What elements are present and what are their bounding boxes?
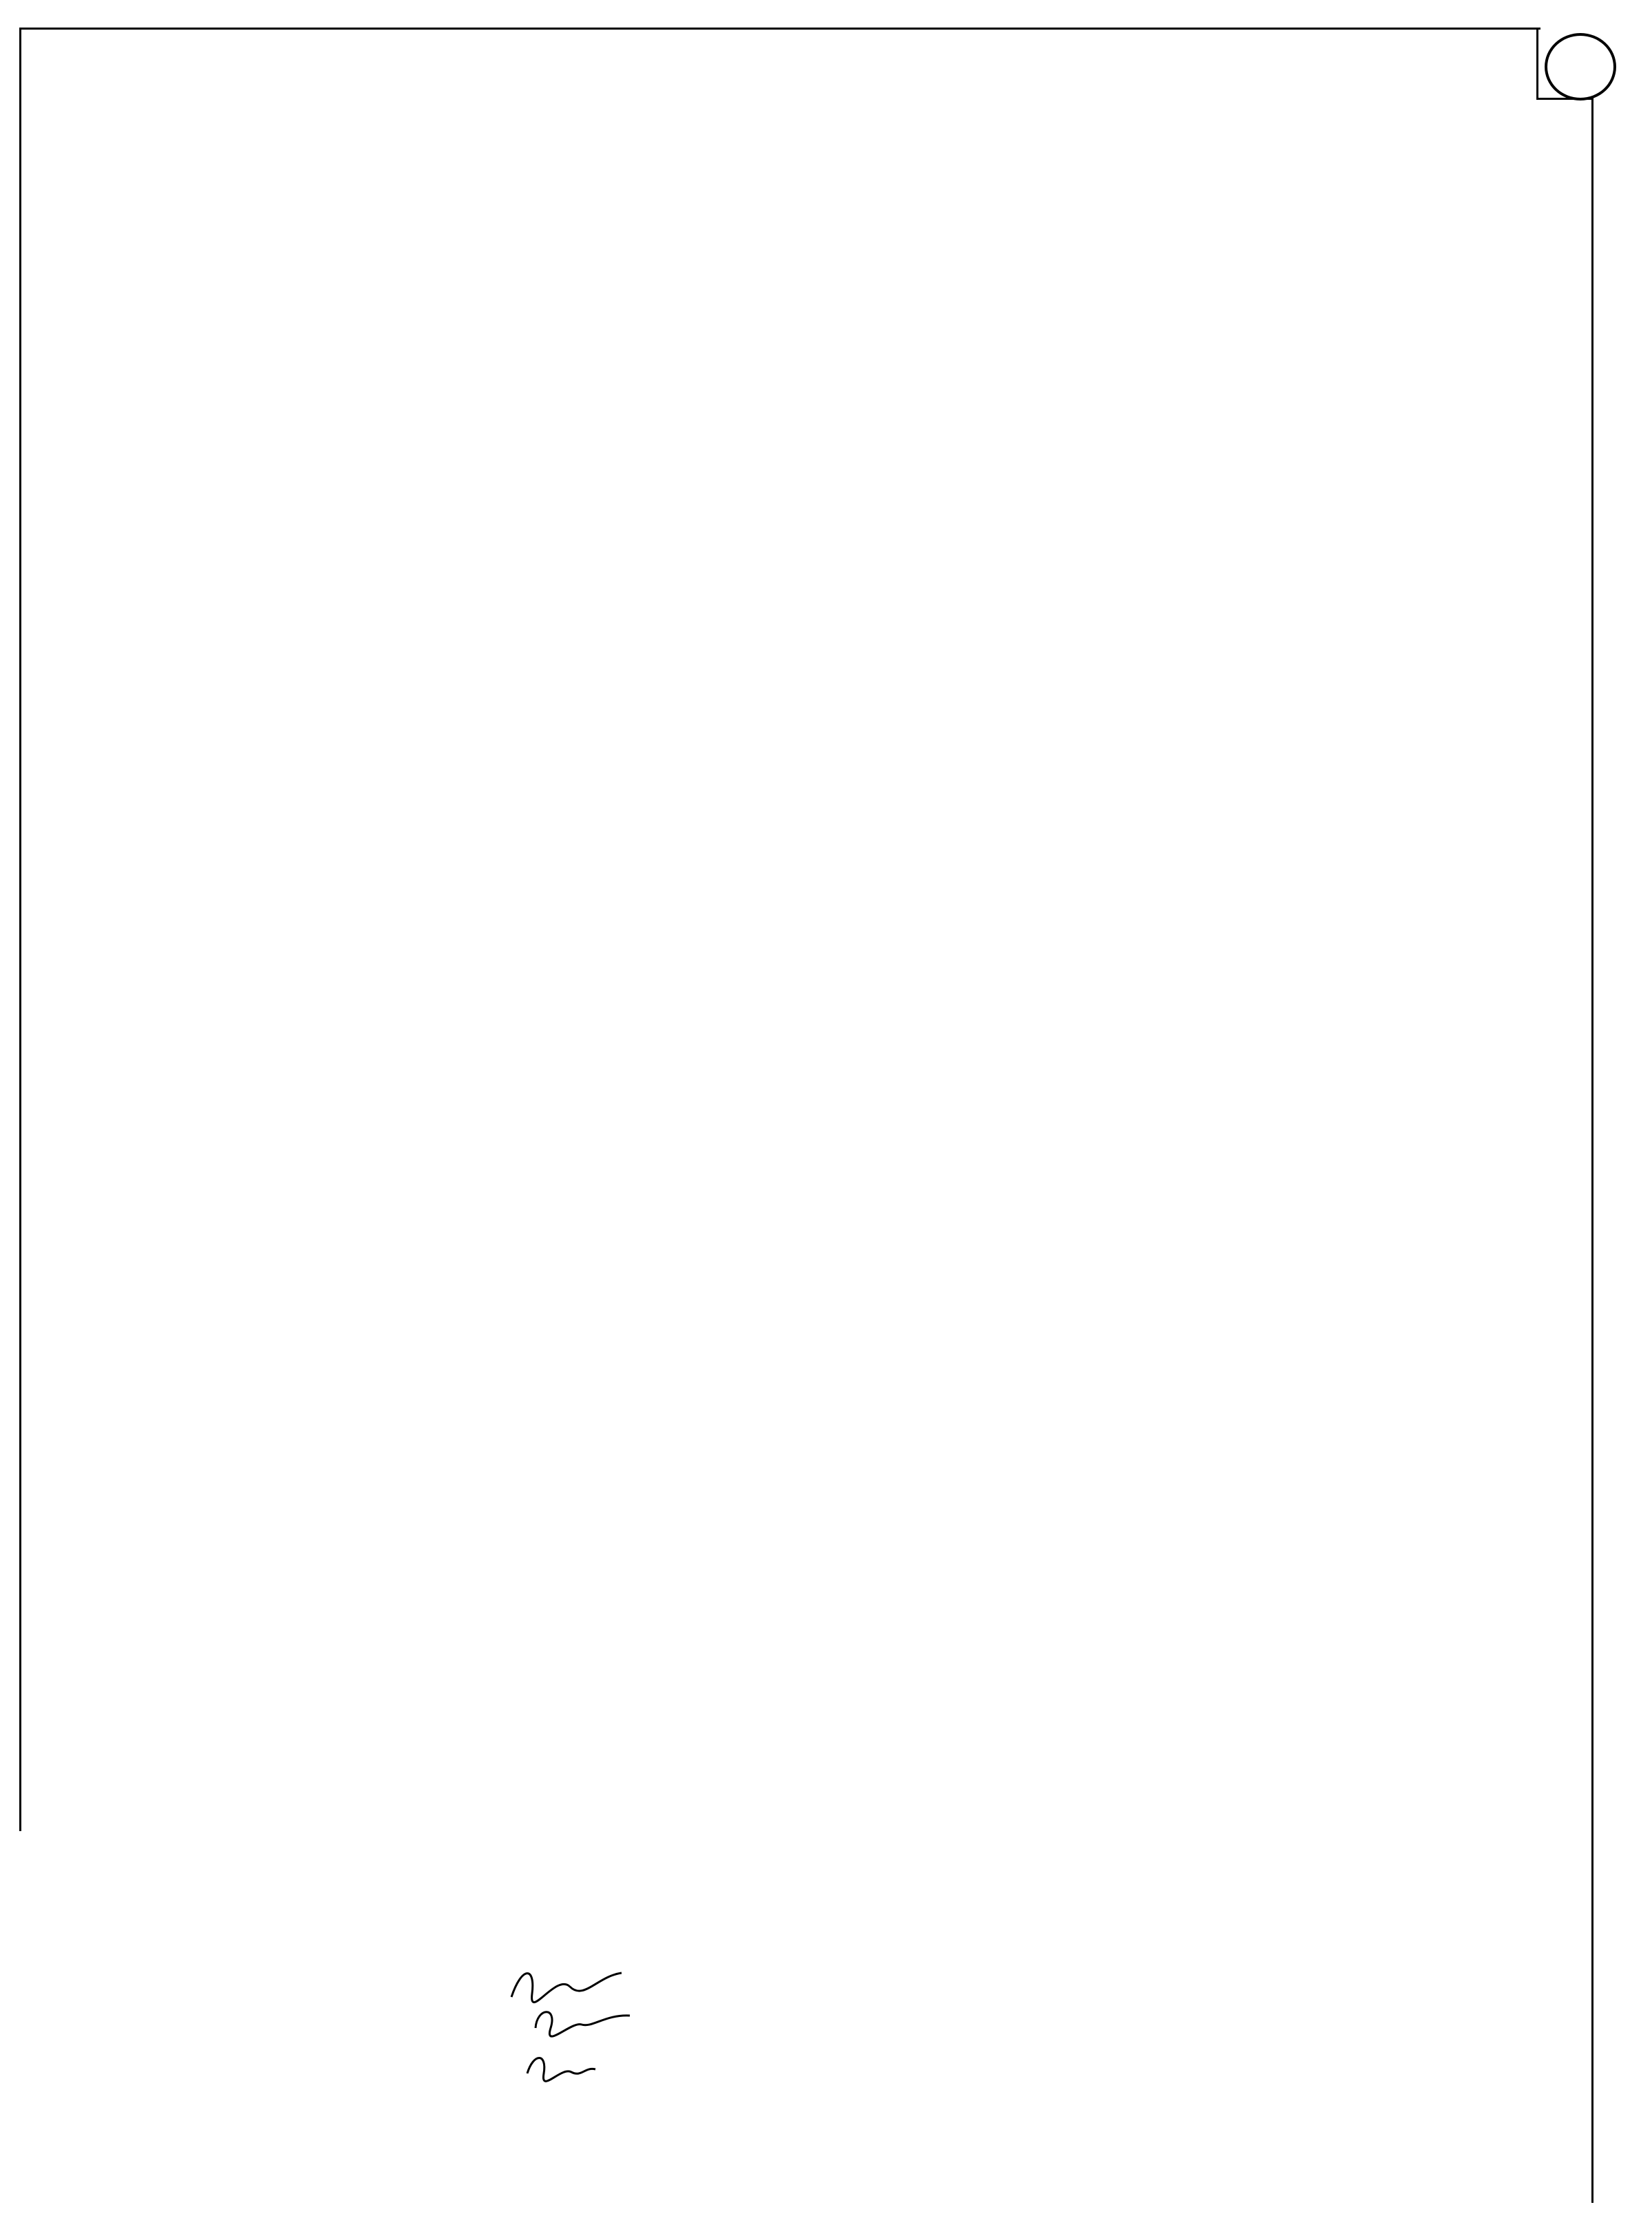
- signature-2: [530, 2000, 633, 2042]
- page-number-box: [1536, 28, 1538, 99]
- page-number-circle: [1545, 33, 1616, 101]
- page-number-box-bottom: [1536, 98, 1593, 100]
- signature-3: [523, 2046, 599, 2087]
- page-border-right: [1591, 96, 1593, 2203]
- page-border-top: [19, 28, 1540, 30]
- page-border-left: [19, 28, 21, 1831]
